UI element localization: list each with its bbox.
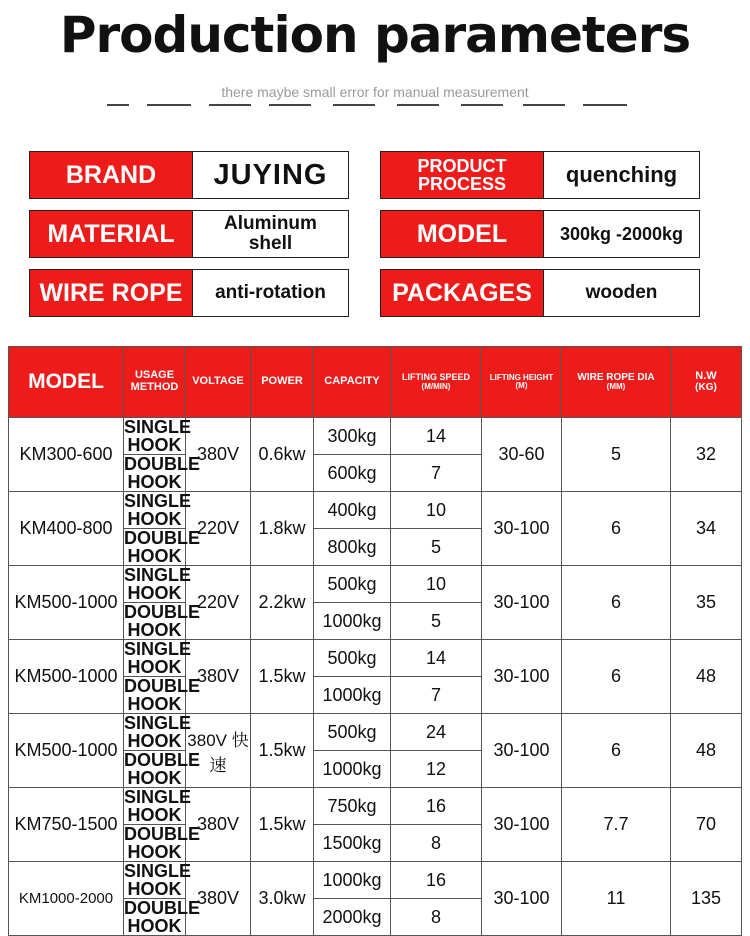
dash bbox=[397, 104, 439, 106]
dash bbox=[461, 104, 503, 106]
model-cell: KM400-800 bbox=[9, 492, 124, 566]
lifting-height-cell: 30-100 bbox=[482, 492, 562, 566]
speed-single: 14 bbox=[391, 418, 482, 455]
header-lifting-height-unit: (M) bbox=[515, 381, 528, 390]
capacity-single: 750kg bbox=[314, 788, 391, 825]
speed-double: 8 bbox=[391, 899, 482, 936]
speed-single: 24 bbox=[391, 714, 482, 751]
spec-brand bbox=[29, 151, 349, 199]
dash bbox=[147, 104, 191, 106]
header-model: MODEL bbox=[9, 347, 124, 418]
capacity-double: 1000kg bbox=[314, 677, 391, 714]
header-nw-unit: (KG) bbox=[695, 381, 717, 393]
voltage-cell: 220V bbox=[186, 492, 251, 566]
speed-single: 14 bbox=[391, 640, 482, 677]
capacity-single: 500kg bbox=[314, 714, 391, 751]
header-wire-rope-dia-label: WIRE ROPE DIA bbox=[577, 371, 655, 383]
header-usage-method: USAGE METHOD bbox=[124, 347, 186, 418]
nw-cell: 34 bbox=[671, 492, 742, 566]
speed-double: 5 bbox=[391, 529, 482, 566]
dash bbox=[583, 104, 627, 106]
header-nw-label: N.W bbox=[695, 369, 717, 382]
capacity-double: 800kg bbox=[314, 529, 391, 566]
spec-brand-value: JUYING bbox=[213, 158, 328, 191]
table-row bbox=[9, 862, 742, 899]
usage-single-hook: SINGLE HOOK bbox=[124, 565, 192, 603]
capacity-single: 300kg bbox=[314, 418, 391, 455]
speed-double: 12 bbox=[391, 751, 482, 788]
header-wire-rope-dia-unit: (MM) bbox=[606, 382, 626, 392]
header-lifting-height-label: LIFTING HEIGHT bbox=[489, 372, 554, 382]
usage-single-hook: SINGLE HOOK bbox=[124, 639, 192, 677]
voltage-cell: 380V bbox=[186, 862, 251, 936]
spec-material bbox=[29, 210, 349, 258]
lifting-height-cell: 30-100 bbox=[482, 714, 562, 788]
model-cell: KM300-600 bbox=[9, 418, 124, 492]
dash bbox=[107, 104, 129, 106]
table-row bbox=[9, 640, 742, 677]
capacity-double: 600kg bbox=[314, 455, 391, 492]
nw-cell: 35 bbox=[671, 566, 742, 640]
dash bbox=[523, 104, 565, 106]
voltage-cell: 380V 快速 bbox=[186, 714, 251, 788]
voltage-cell: 380V bbox=[186, 640, 251, 714]
header-lifting-speed-label: LIFTING SPEED bbox=[401, 372, 470, 383]
model-cell: KM1000-2000 bbox=[9, 862, 124, 936]
spec-packages-value: wooden bbox=[585, 282, 658, 303]
table-row bbox=[9, 566, 742, 603]
usage-double-hook: DOUBLE HOOK bbox=[124, 750, 200, 788]
speed-double: 5 bbox=[391, 603, 482, 640]
table-row bbox=[9, 492, 742, 529]
page-title: Production parameters bbox=[59, 6, 691, 64]
power-cell: 0.6kw bbox=[251, 418, 314, 492]
header-lifting-height bbox=[482, 347, 562, 418]
spec-product-process bbox=[380, 151, 700, 199]
wire-rope-dia-cell: 6 bbox=[562, 714, 671, 788]
power-cell: 1.8kw bbox=[251, 492, 314, 566]
spec-material-value: Aluminum shell bbox=[224, 213, 317, 254]
table-header-row bbox=[9, 347, 742, 418]
usage-double-hook: DOUBLE HOOK bbox=[124, 824, 200, 862]
capacity-double: 2000kg bbox=[314, 899, 391, 936]
power-cell: 1.5kw bbox=[251, 640, 314, 714]
speed-single: 16 bbox=[391, 862, 482, 899]
table-body bbox=[9, 418, 742, 936]
capacity-single: 1000kg bbox=[314, 862, 391, 899]
voltage-cell: 380V bbox=[186, 418, 251, 492]
speed-single: 10 bbox=[391, 566, 482, 603]
capacity-single: 500kg bbox=[314, 566, 391, 603]
model-cell: KM500-1000 bbox=[9, 714, 124, 788]
spec-wire-rope-value: anti-rotation bbox=[215, 282, 326, 303]
lifting-height-cell: 30-100 bbox=[482, 566, 562, 640]
speed-double: 7 bbox=[391, 677, 482, 714]
wire-rope-dia-cell: 11 bbox=[562, 862, 671, 936]
spec-wire-rope-label: WIRE ROPE bbox=[30, 270, 193, 316]
lifting-height-cell: 30-100 bbox=[482, 862, 562, 936]
header-lifting-speed-unit: (M/MIN) bbox=[421, 381, 451, 391]
usage-single-hook: SINGLE HOOK bbox=[124, 861, 192, 899]
page-subtitle: there maybe small error for manual measurement bbox=[221, 84, 529, 100]
parameters-table bbox=[8, 346, 742, 936]
usage-single-hook: SINGLE HOOK bbox=[124, 417, 192, 455]
capacity-double: 1000kg bbox=[314, 751, 391, 788]
lifting-height-cell: 30-100 bbox=[482, 640, 562, 714]
dash bbox=[209, 104, 251, 106]
usage-single-hook: SINGLE HOOK bbox=[124, 787, 192, 825]
spec-material-label: MATERIAL bbox=[30, 211, 193, 257]
capacity-double: 1500kg bbox=[314, 825, 391, 862]
header-power: POWER bbox=[251, 347, 314, 418]
header-voltage: VOLTAGE bbox=[186, 347, 251, 418]
wire-rope-dia-cell: 6 bbox=[562, 566, 671, 640]
header-lifting-speed bbox=[391, 347, 482, 418]
usage-double-hook: DOUBLE HOOK bbox=[124, 602, 200, 640]
speed-double: 8 bbox=[391, 825, 482, 862]
table-row bbox=[9, 788, 742, 825]
wire-rope-dia-cell: 6 bbox=[562, 492, 671, 566]
table-row bbox=[9, 418, 742, 455]
usage-single-hook: SINGLE HOOK bbox=[124, 713, 192, 751]
capacity-single: 500kg bbox=[314, 640, 391, 677]
model-cell: KM500-1000 bbox=[9, 566, 124, 640]
capacity-single: 400kg bbox=[314, 492, 391, 529]
speed-double: 7 bbox=[391, 455, 482, 492]
spec-product-process-value: quenching bbox=[565, 162, 678, 187]
subtitle-dashes bbox=[107, 104, 627, 108]
voltage-cell: 220V bbox=[186, 566, 251, 640]
power-cell: 3.0kw bbox=[251, 862, 314, 936]
power-cell: 1.5kw bbox=[251, 714, 314, 788]
spec-wire-rope bbox=[29, 269, 349, 317]
usage-single-hook: SINGLE HOOK bbox=[124, 491, 192, 529]
nw-cell: 48 bbox=[671, 640, 742, 714]
nw-cell: 70 bbox=[671, 788, 742, 862]
dash bbox=[333, 104, 375, 106]
dash bbox=[269, 104, 311, 106]
spec-product-process-label: PRODUCT PROCESS bbox=[381, 152, 544, 198]
lifting-height-cell: 30-100 bbox=[482, 788, 562, 862]
table-row bbox=[9, 714, 742, 751]
spec-packages-label: PACKAGES bbox=[381, 270, 544, 316]
wire-rope-dia-cell: 7.7 bbox=[562, 788, 671, 862]
power-cell: 1.5kw bbox=[251, 788, 314, 862]
usage-double-hook: DOUBLE HOOK bbox=[124, 454, 200, 492]
usage-double-hook: DOUBLE HOOK bbox=[124, 528, 200, 566]
model-cell: KM750-1500 bbox=[9, 788, 124, 862]
model-cell: KM500-1000 bbox=[9, 640, 124, 714]
nw-cell: 48 bbox=[671, 714, 742, 788]
wire-rope-dia-cell: 5 bbox=[562, 418, 671, 492]
usage-double-hook: DOUBLE HOOK bbox=[124, 676, 200, 714]
usage-double-hook: DOUBLE HOOK bbox=[124, 898, 200, 936]
spec-packages bbox=[380, 269, 700, 317]
lifting-height-cell: 30-60 bbox=[482, 418, 562, 492]
spec-model bbox=[380, 210, 700, 258]
spec-model-value: 300kg -2000kg bbox=[559, 223, 684, 244]
header-capacity: CAPACITY bbox=[314, 347, 391, 418]
capacity-double: 1000kg bbox=[314, 603, 391, 640]
speed-single: 16 bbox=[391, 788, 482, 825]
nw-cell: 32 bbox=[671, 418, 742, 492]
power-cell: 2.2kw bbox=[251, 566, 314, 640]
header-wire-rope-dia bbox=[562, 347, 671, 418]
wire-rope-dia-cell: 6 bbox=[562, 640, 671, 714]
voltage-cell: 380V bbox=[186, 788, 251, 862]
spec-model-label: MODEL bbox=[381, 211, 544, 257]
spec-brand-label: BRAND bbox=[30, 152, 193, 198]
header-nw bbox=[671, 347, 742, 418]
speed-single: 10 bbox=[391, 492, 482, 529]
nw-cell: 135 bbox=[671, 862, 742, 936]
